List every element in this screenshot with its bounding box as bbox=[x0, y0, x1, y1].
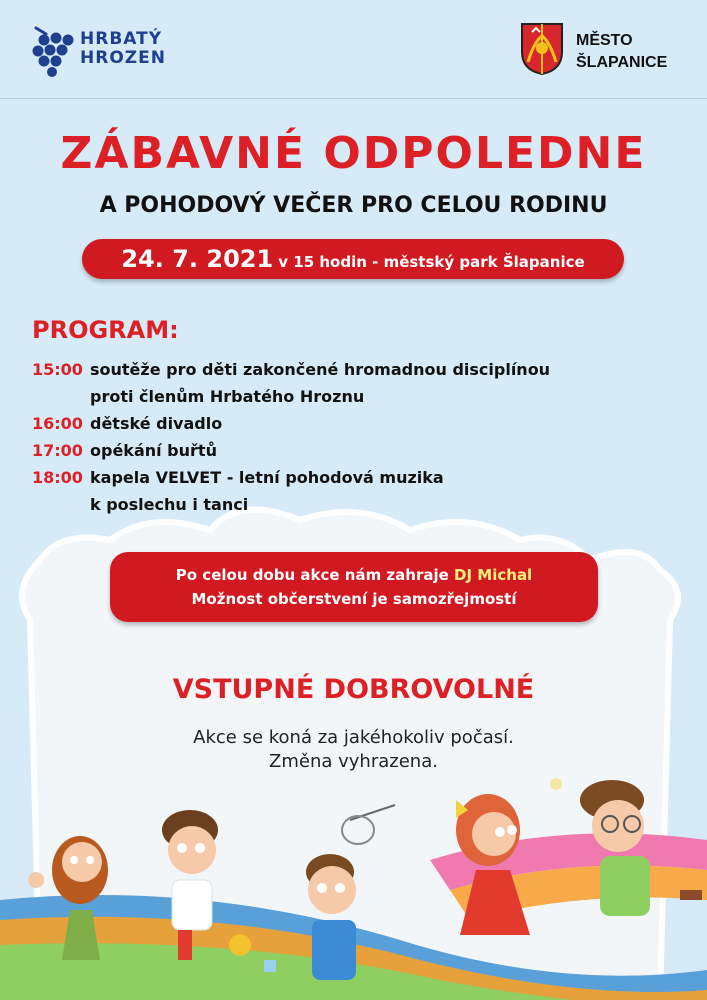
program-line: kapela VELVET - letní pohodová muzika bbox=[90, 468, 444, 487]
program-item bbox=[32, 356, 672, 410]
event-time-place: v 15 hodin - městský park Šlapanice bbox=[278, 253, 585, 271]
program-item bbox=[32, 464, 672, 518]
page-title: ZÁBAVNÉ ODPOLEDNE bbox=[60, 128, 647, 179]
program-description bbox=[90, 464, 672, 518]
dj-prefix: Po celou dobu akce nám zahraje bbox=[175, 566, 449, 584]
dj-name: DJ Michal bbox=[454, 566, 533, 584]
program-item bbox=[32, 437, 672, 464]
mesto-slapanice-logo bbox=[520, 20, 690, 80]
city-line-1: MĚSTO bbox=[576, 32, 633, 49]
program-description bbox=[90, 356, 672, 410]
program-time: 15:00 bbox=[32, 360, 83, 379]
note-line-1: Akce se koná za jakéhokoliv počasí. bbox=[193, 727, 514, 748]
program-line: soutěže pro děti zakončené hromadnou disciplínou bbox=[90, 360, 551, 379]
city-line-2: ŠLAPANICE bbox=[576, 54, 668, 71]
hrbaty-hrozen-logo bbox=[28, 20, 198, 80]
event-date: 24. 7. 2021 bbox=[121, 245, 274, 273]
note-line-2: Změna vyhrazena. bbox=[269, 751, 438, 772]
program-description bbox=[90, 410, 672, 437]
logo-line-2: HROZEN bbox=[80, 48, 166, 68]
program-time: 17:00 bbox=[32, 441, 83, 460]
city-text bbox=[576, 30, 667, 74]
program-line: dětské divadlo bbox=[90, 414, 223, 433]
grape-logo-icon bbox=[28, 22, 76, 78]
program-line: opékání buřtů bbox=[90, 441, 217, 460]
program-line: k poslechu i tanci bbox=[90, 495, 249, 514]
header bbox=[0, 0, 707, 99]
logo-line-1: HRBATÝ bbox=[80, 29, 163, 49]
entry-heading: VSTUPNÉ DOBROVOLNÉ bbox=[172, 674, 535, 705]
dj-info-box bbox=[110, 552, 598, 622]
program-time: 18:00 bbox=[32, 468, 83, 487]
program-line: proti členům Hrbatého Hroznu bbox=[90, 387, 365, 406]
program-heading: PROGRAM: bbox=[32, 316, 179, 344]
city-coat-of-arms-icon bbox=[520, 22, 564, 76]
program-time: 16:00 bbox=[32, 414, 83, 433]
program-item bbox=[32, 410, 672, 437]
date-banner bbox=[82, 239, 624, 279]
logo-text bbox=[80, 30, 166, 68]
page-subtitle: A POHODOVÝ VEČER PRO CELOU RODINU bbox=[99, 193, 608, 218]
children-illustration bbox=[0, 760, 707, 1000]
dj-line bbox=[110, 563, 598, 587]
refreshment-line: Možnost občerstvení je samozřejmostí bbox=[191, 590, 517, 608]
program-description bbox=[90, 437, 672, 464]
program-list bbox=[32, 356, 672, 518]
